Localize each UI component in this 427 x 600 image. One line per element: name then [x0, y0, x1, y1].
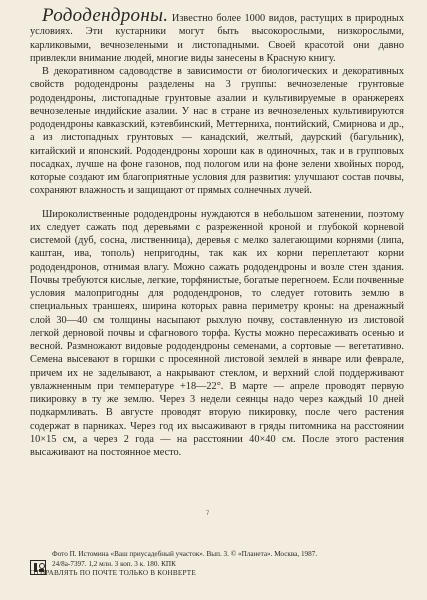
article-heading: Рододендроны.	[42, 5, 169, 26]
groups-paragraph: В декоративном садоводстве в зависимости от биологических и декоративных свойств рододендроны разделены на 3 группы: вечнозеленые грунтовые рододендроны, листопадные грунтовые азалии и культивируемые в оранжереях вечнозеленые индийские азалии. У нас в стране из вечнозеленых культивируются рододендроны кавказский, кэтевбинский, Меттерниха, понтийский, Смирнова и др., а из листопадных грунтовых — канадский, желтый, даурский (багульник), китайский и японский. Рододендроны хороши как в одиночных, так и в групповых посадках, лучше на фоне газонов, под пологом или на фоне зелени хвойных пород, которые создают им благоприятные условия для развития: улучшают состав почвы, сохраняют влажность и защищают от прямых солнечных лучей.	[30, 66, 404, 197]
imprint-footer	[30, 550, 410, 579]
page-number: 7	[206, 511, 210, 517]
mailing-notice: ОТПРАВЛЯТЬ ПО ПОЧТЕ ТОЛЬКО В КОНВЕРТЕ	[30, 569, 196, 578]
care-paragraph: Широколиственные рододендроны нуждаются в небольшом затенении, поэтому их следует сажать под деревьями с разреженной кроной и глубокой корневой системой (дуб, сосна, лиственница), деревья с мелко залегающими корнями (липа, каштан, ива, тополь) непригодны, так как их корни переплетают корни рододендронов, отнимая влагу. Можно сажать рододендроны и возле стен здания. Почвы требуются кислые, легкие, торфянистые, богатые перегноем. Если почвенные условия малопригодны для рододендронов, то следует готовить землю в специальных траншеях, ширина которых равна периметру кроны: на дренажный слой 30—40 см толщины насыпают рыхлую почву, составленную из листовой легкой дерновой почвы и сфагнового торфа. Кусты можно пересаживать осенью и весной. Размножают видовые рододендроны семенами, а сортовые — вегетативно. Семена высевают в горшки с просеянной листовой землей в январе или феврале, причем их не заделывают, а накрывают стеклом, и верхний слой поддерживают увлажненным при температуре +18—22°. В марте — апреле проводят первую пикировку в ту же землю. Через 3 недели сеянцы надо через каждый 10 дней подкармливать. В августе проводят вторую пикировку, после чего растения содержат в парниках. Через год их высаживают в гряды питомника на расстоянии 10×15 см, а через 2 года — на расстоянии 40×40 см. После этого растения высаживают на постоянное место.	[30, 208, 404, 458]
intro-paragraph	[30, 5, 404, 65]
article-body	[30, 5, 404, 459]
photo-credit: Фото П. Истомина «Ваш приусадебный участок». Вып. 3. © «Планета». Москва, 1987.	[52, 550, 318, 558]
intro-text: Известно более 1000 видов, растущих в природных условиях. Эти кустарники могут быть высокорослыми, низкорослыми, карликовыми, вечнозелеными и листопадными. Своей красотой они давно привлекли внимание людей, многие виды занесены в Красную книгу.	[30, 13, 404, 64]
print-info: 24/8а-7397. 1,2 млн. 3 коп. 3 к. 180. КПК	[52, 559, 176, 568]
